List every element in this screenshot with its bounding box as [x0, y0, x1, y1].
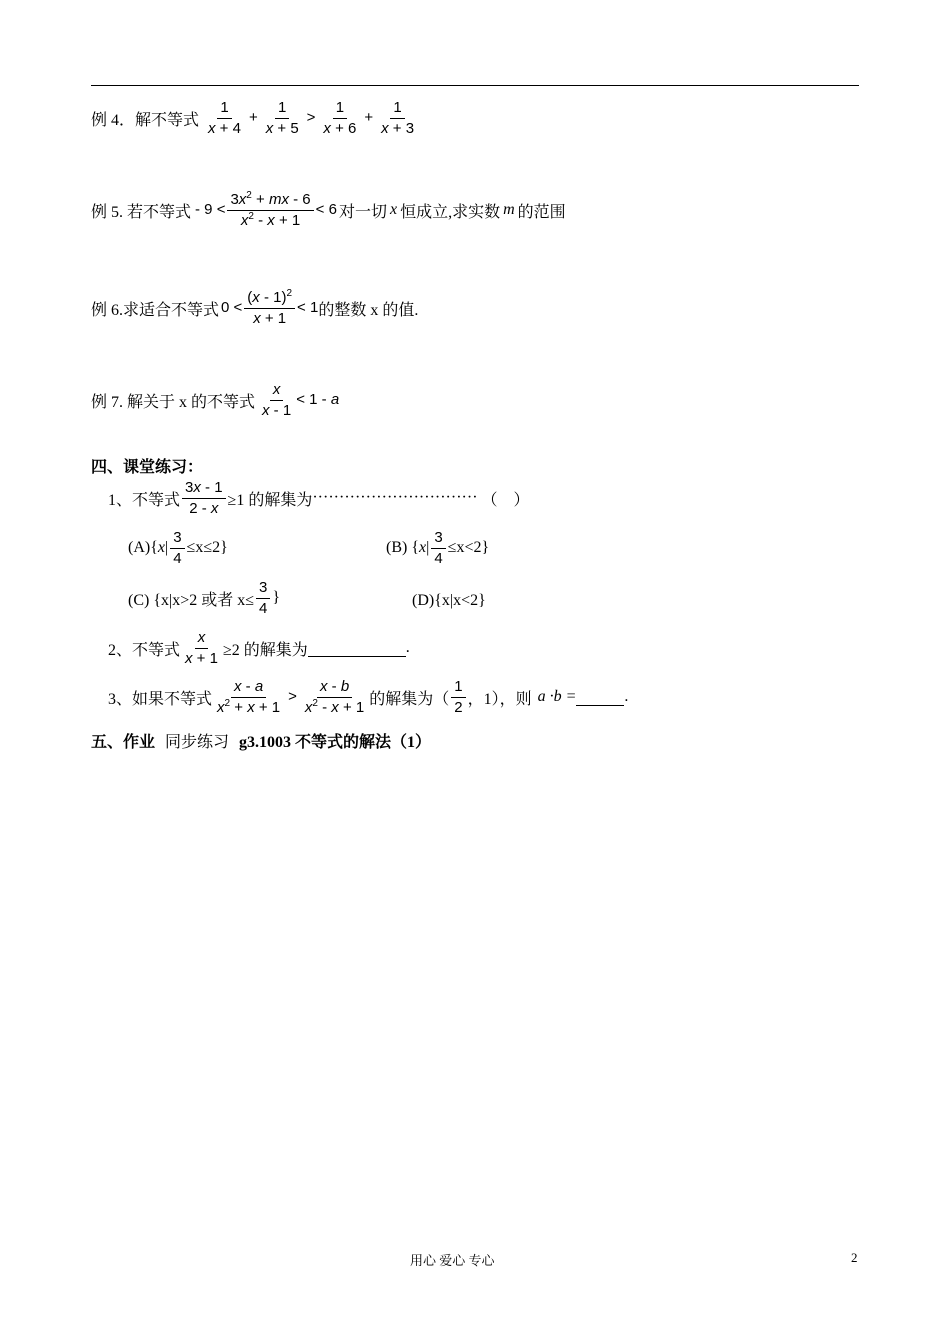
- example-4-formula: $\frac{1}{x + 4}$ + $\frac{1}{x + 5}$ > $\frac{1}{x + 6}$ + $\frac{1}{x + 3}$: [208, 99, 415, 137]
- section-5-title: 五、作业: [91, 734, 156, 751]
- header-rule: [91, 85, 859, 86]
- example-6-formula: 0 < $\frac{(x - 1)^2}{x + 1}$ < 1: [221, 288, 319, 327]
- question-2-formula: $\frac{x}{x + 1}$: [185, 629, 218, 667]
- choice-c-label: (C) {x|x>2 或者 x≤: [128, 591, 255, 609]
- example-6-label: 例 6.求适合不等式: [91, 301, 220, 319]
- choice-a-end: ≤x≤2}: [186, 539, 228, 557]
- question-3-comma: ，1），则: [467, 690, 532, 708]
- choice-b-end: ≤x<2}: [447, 539, 490, 557]
- section-5-mid: 同步练习: [165, 734, 230, 751]
- choice-b-frac: $\frac{3}{4}$: [431, 530, 445, 567]
- choice-c-frac: $\frac{3}{4}$: [256, 580, 270, 617]
- question-3-ab: a ·b =: [537, 688, 577, 706]
- question-3-end: .: [624, 688, 629, 706]
- question-1-prefix: 1、不等式: [108, 491, 181, 509]
- question-1-dots: ·······························: [312, 489, 478, 507]
- page-number: 2: [851, 1250, 858, 1265]
- question-2-answer-blank[interactable]: [308, 640, 406, 657]
- example-5: [91, 192, 566, 229]
- example-5-text-a: 对一切: [338, 203, 387, 221]
- choice-a-label: (A){: [128, 539, 158, 557]
- choice-c: [128, 580, 280, 617]
- example-5-text-c: 的范围: [517, 203, 566, 221]
- example-7-formula: $\frac{x}{x - 1}$ < 1 - a: [262, 381, 340, 419]
- example-5-var-x: x: [389, 201, 398, 219]
- question-3: [108, 679, 628, 716]
- choice-d: (D){x|x<2}: [412, 592, 486, 609]
- example-5-label: 例 5. 若不等式: [91, 203, 192, 221]
- example-5-var-m: m: [503, 201, 515, 219]
- question-3-answer-blank[interactable]: [576, 689, 624, 706]
- example-4: [91, 100, 419, 137]
- question-3-prefix: 3、如果不等式: [108, 690, 213, 708]
- example-5-formula: - 9 < $\frac{3x^2 + mx - 6}{x^2 - x + 1}$ < 6: [195, 190, 337, 229]
- question-2-suffix: ≥2 的解集为: [222, 641, 308, 659]
- choice-c-end: }: [272, 589, 281, 607]
- example-4-label: 例 4．解不等式: [91, 111, 200, 129]
- question-2-prefix: 2、不等式: [108, 641, 181, 659]
- question-3-half: $\frac{1}{2}$: [451, 679, 465, 716]
- choice-b-label: (B) {: [386, 539, 420, 557]
- question-2-end: .: [405, 639, 410, 657]
- footer-slogan: 用心 爱心 专心: [410, 1253, 495, 1268]
- question-3-formula: $\frac{x - a}{x^2 + x + 1}$ > $\frac{x - b}{x^2 - x + 1}$: [217, 678, 365, 716]
- example-7-label: 例 7. 解关于 x 的不等式: [91, 393, 256, 411]
- example-7: [91, 382, 339, 419]
- choice-a-frac: $\frac{3}{4}$: [170, 530, 184, 567]
- question-3-mid: 的解集为（: [369, 690, 450, 708]
- section-5: [91, 729, 431, 752]
- section-5-code: g3.1003 不等式的解法（1）: [239, 734, 432, 751]
- question-2: [108, 630, 410, 667]
- example-6: [91, 290, 418, 327]
- example-6-tail: 的整数 x 的值.: [318, 301, 419, 319]
- choice-b: (B) { x | $\frac{3}{4}$ ≤x<2}: [386, 529, 490, 567]
- question-1-answer-paren: （ ）: [481, 491, 530, 509]
- question-1-suffix: ≥1 的解集为: [227, 491, 313, 509]
- question-1-formula: $\frac{3x - 1}{2 - x}$: [180, 480, 228, 517]
- section-4-title: 四、课堂练习：: [91, 459, 204, 476]
- choice-a: (A){ x | $\frac{3}{4}$ ≤x≤2}: [128, 529, 228, 567]
- example-5-text-b: 恒成立,求实数: [400, 203, 501, 221]
- question-1: [108, 480, 530, 517]
